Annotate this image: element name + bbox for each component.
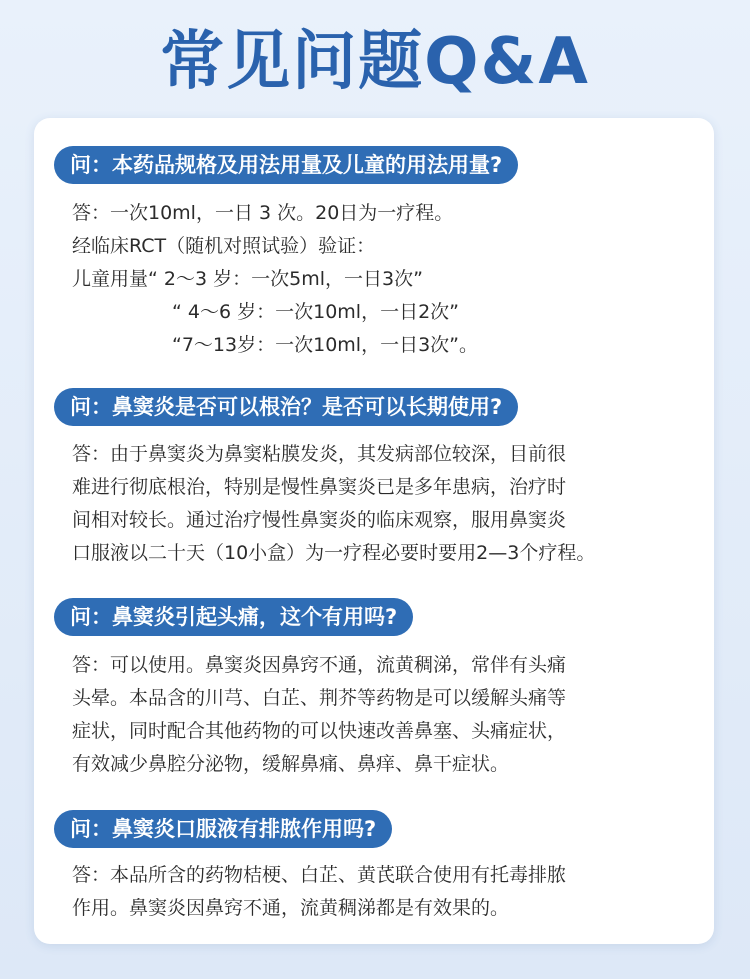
answer-line: 症状，同时配合其他药物的可以快速改善鼻塞、头痛症状， <box>72 720 567 742</box>
answer-block-3 <box>72 649 702 781</box>
question-pill-2: 问：鼻窦炎是否可以根治？是否可以长期使用? <box>54 388 518 426</box>
answer-line: 答：一次10ml，一日 3 次。20日为一疗程。 <box>72 202 454 224</box>
answer-line: 答：由于鼻窦炎为鼻窦粘膜发炎，其发病部位较深，目前很 <box>72 443 567 465</box>
answer-line: 间相对较长。通过治疗慢性鼻窦炎的临床观察，服用鼻窦炎 <box>72 509 567 531</box>
answer-line: 有效减少鼻腔分泌物，缓解鼻痛、鼻痒、鼻干症状。 <box>72 753 510 775</box>
page-title: 常见问题Q&A <box>160 25 590 99</box>
answer-line: 儿童用量“ 2～3 岁：一次5ml，一日3次” <box>72 268 423 290</box>
answer-line: 答：本品所含的药物桔梗、白芷、黄芪联合使用有托毒排脓 <box>72 864 567 886</box>
answer-block-4 <box>72 859 702 925</box>
question-pill-3: 问：鼻窦炎引起头痛，这个有用吗? <box>54 598 413 636</box>
answer-line: “7～13岁：一次10ml，一日3次”。 <box>172 334 479 356</box>
answer-block-1 <box>72 197 702 362</box>
question-pill-4: 问：鼻窦炎口服液有排脓作用吗? <box>54 810 392 848</box>
answer-line: “ 4～6 岁：一次10ml，一日2次” <box>172 301 459 323</box>
answer-line: 难进行彻底根治，特别是慢性鼻窦炎已是多年患病，治疗时 <box>72 476 567 498</box>
answer-block-2 <box>72 438 702 570</box>
answer-line: 答：可以使用。鼻窦炎因鼻窍不通，流黄稠涕，常伴有头痛 <box>72 654 567 676</box>
answer-line: 口服液以二十天（10小盒）为一疗程必要时要用2—3个疗程。 <box>72 542 596 564</box>
answer-line: 经临床RCT（随机对照试验）验证： <box>72 235 376 257</box>
answer-line: 作用。鼻窦炎因鼻窍不通，流黄稠涕都是有效果的。 <box>72 897 510 919</box>
question-pill-1: 问：本药品规格及用法用量及儿童的用法用量? <box>54 146 518 184</box>
answer-line: 头晕。本品含的川芎、白芷、荆芥等药物是可以缓解头痛等 <box>72 687 567 709</box>
